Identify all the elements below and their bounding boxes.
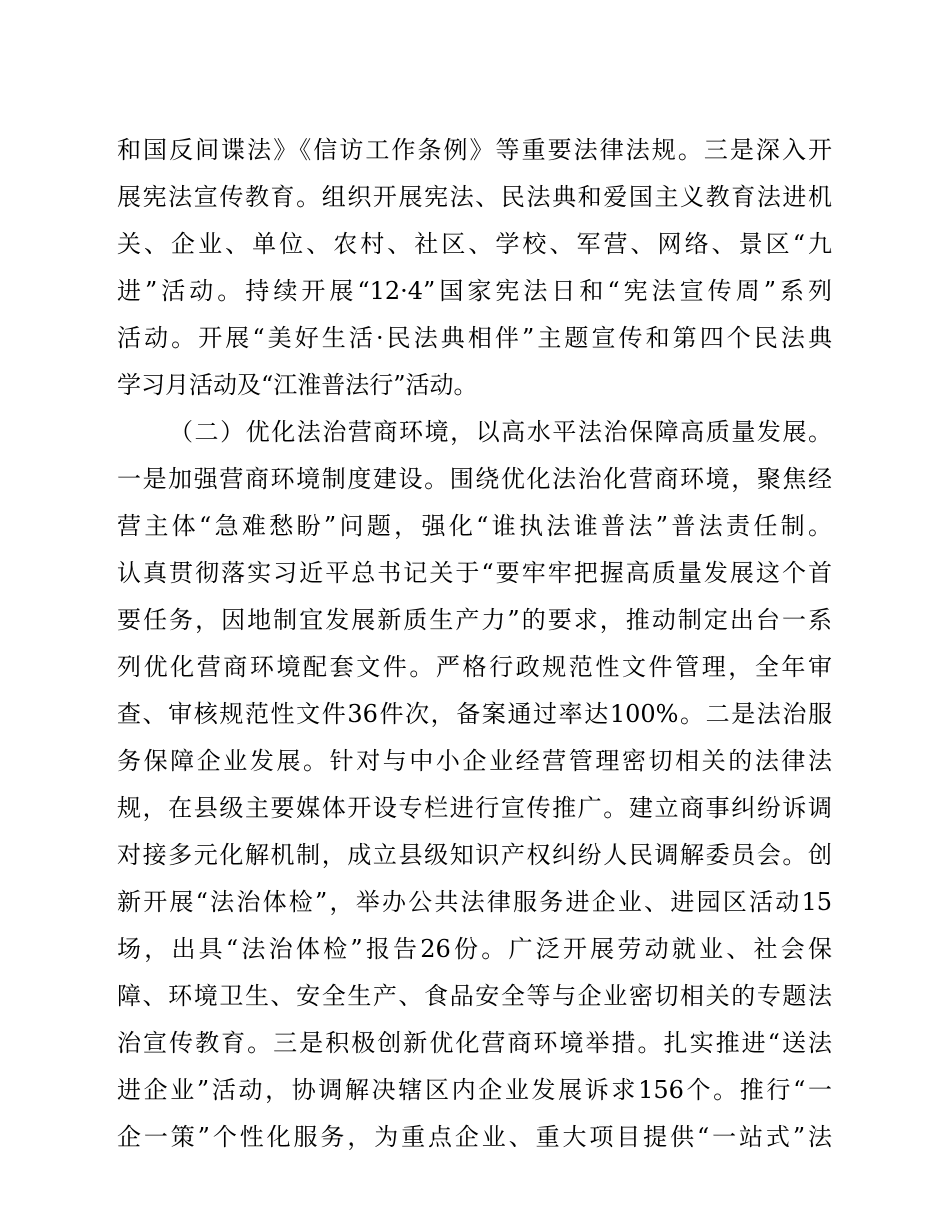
text-line: 规，在县级主要媒体开设专栏进行宣传推广。建立商事纠纷诉调 (117, 794, 832, 822)
body-text (117, 127, 832, 1161)
text-line: 营主体“急难愁盼”问题，强化“谁执法谁普法”普法责任制。 (117, 512, 832, 540)
text-line: 列优化营商环境配套文件。严格行政规范性文件管理，全年审 (117, 653, 832, 681)
text-line: 对接多元化解机制，成立县级知识产权纠纷人民调解委员会。创 (117, 841, 832, 869)
text-line: 和国反间谍法》《信访工作条例》等重要法律法规。三是深入开 (117, 136, 832, 164)
text-line: 进”活动。持续开展“12·4”国家宪法日和“宪法宣传周”系列 (117, 277, 832, 305)
section-heading: （二）优化法治营商环境，以高水平法治保障高质量发展。 (169, 418, 832, 446)
text-line: 要任务，因地制宜发展新质生产力”的要求，推动制定出台一系 (117, 606, 832, 634)
text-line: 场，出具“法治体检”报告26份。广泛开展劳动就业、社会保 (117, 935, 832, 963)
text-line: 一是加强营商环境制度建设。围绕优化法治化营商环境，聚焦经 (117, 465, 832, 493)
text-line: 进企业”活动，协调解决辖区内企业发展诉求156个。推行“一 (117, 1076, 832, 1104)
text-line: 查、审核规范性文件36件次，备案通过率达100%。二是法治服 (117, 700, 832, 728)
text-line: 关、企业、单位、农村、社区、学校、军营、网络、景区“九 (117, 230, 832, 258)
text-line: 活动。开展“美好生活·民法典相伴”主题宣传和第四个民法典 (117, 324, 832, 352)
text-line: 治宣传教育。三是积极创新优化营商环境举措。扎实推进“送法 (117, 1029, 832, 1057)
text-line: 务保障企业发展。针对与中小企业经营管理密切相关的法律法 (117, 747, 832, 775)
text-line: 认真贯彻落实习近平总书记关于“要牢牢把握高质量发展这个首 (117, 559, 832, 587)
text-line: 企一策”个性化服务，为重点企业、重大项目提供“一站式”法 (117, 1123, 832, 1151)
text-line: 学习月活动及“江淮普法行”活动。 (117, 371, 478, 399)
text-line: 障、环境卫生、安全生产、食品安全等与企业密切相关的专题法 (117, 982, 832, 1010)
text-line: 展宪法宣传教育。组织开展宪法、民法典和爱国主义教育法进机 (117, 183, 832, 211)
text-line: 新开展“法治体检”，举办公共法律服务进企业、进园区活动15 (117, 888, 832, 916)
